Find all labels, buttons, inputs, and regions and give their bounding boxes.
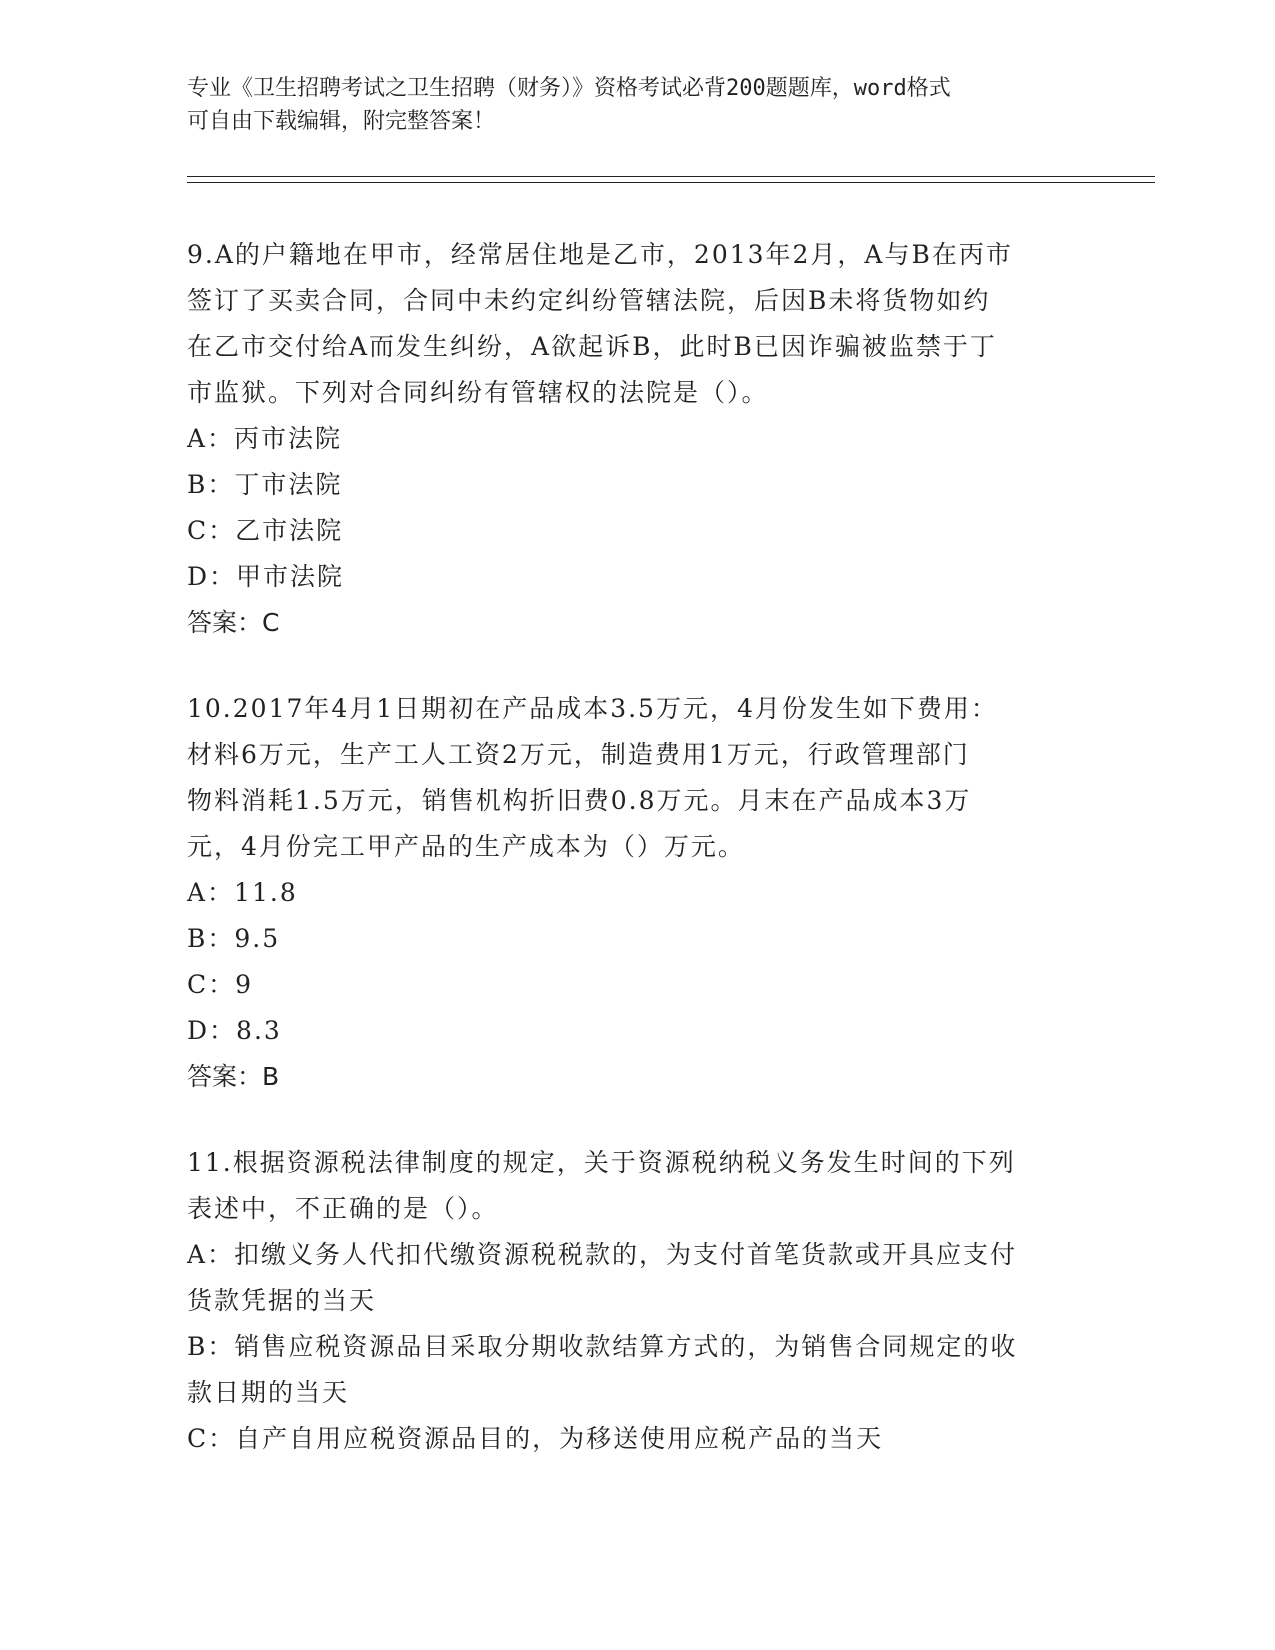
option-a: A：11.8 xyxy=(187,878,298,907)
answer-line: 答案：C xyxy=(187,608,280,637)
question-text-line: 市监狱。下列对合同纠纷有管辖权的法院是（）。 xyxy=(187,378,769,407)
option-a: A：扣缴义务人代扣代缴资源税税款的，为支付首笔货款或开具应支付 xyxy=(187,1240,1018,1269)
question-9 xyxy=(187,232,1087,646)
document-header xyxy=(187,72,1067,138)
question-text-line: 10.2017年4月1日期初在产品成本3.5万元，4月份发生如下费用： xyxy=(187,694,998,723)
option-a-continued: 货款凭据的当天 xyxy=(187,1286,377,1315)
question-text-line: 11.根据资源税法律制度的规定，关于资源税纳税义务发生时间的下列 xyxy=(187,1148,1016,1177)
question-text-line: 表述中，不正确的是（）。 xyxy=(187,1194,499,1223)
option-a: A：丙市法院 xyxy=(187,424,343,453)
question-11 xyxy=(187,1140,1087,1462)
question-10 xyxy=(187,686,1087,1100)
option-b: B：销售应税资源品目采取分期收款结算方式的，为销售合同规定的收 xyxy=(187,1332,1018,1361)
option-c: C：自产自用应税资源品目的，为移送使用应税产品的当天 xyxy=(187,1424,884,1453)
question-text-line: 元，4月份完工甲产品的生产成本为（）万元。 xyxy=(187,832,745,861)
header-divider-bottom xyxy=(187,182,1155,183)
question-list xyxy=(187,232,1087,1502)
question-text-line: 物料消耗1.5万元，销售机构折旧费0.8万元。月末在产品成本3万 xyxy=(187,786,972,815)
option-d: D：甲市法院 xyxy=(187,562,345,591)
option-b: B：9.5 xyxy=(187,924,281,953)
header-line-2: 可自由下载编辑，附完整答案！ xyxy=(187,109,496,134)
question-text-line: 9.A的户籍地在甲市，经常居住地是乙市，2013年2月，A与B在丙市 xyxy=(187,240,1013,269)
question-text-line: 在乙市交付给A而发生纠纷，A欲起诉B，此时B已因诈骗被监禁于丁 xyxy=(187,332,997,361)
option-c: C：乙市法院 xyxy=(187,516,344,545)
question-text-line: 材料6万元，生产工人工资2万元，制造费用1万元，行政管理部门 xyxy=(187,740,970,769)
option-d: D：8.3 xyxy=(187,1016,282,1045)
header-line-1: 专业《卫生招聘考试之卫生招聘（财务）》资格考试必背200题题库，word格式 xyxy=(187,76,951,101)
option-b-continued: 款日期的当天 xyxy=(187,1378,350,1407)
question-text-line: 签订了买卖合同，合同中未约定纠纷管辖法院，后因B未将货物如约 xyxy=(187,286,991,315)
option-c: C：9 xyxy=(187,970,254,999)
header-divider-top xyxy=(187,176,1155,177)
answer-line: 答案：B xyxy=(187,1062,280,1091)
option-b: B：丁市法院 xyxy=(187,470,343,499)
